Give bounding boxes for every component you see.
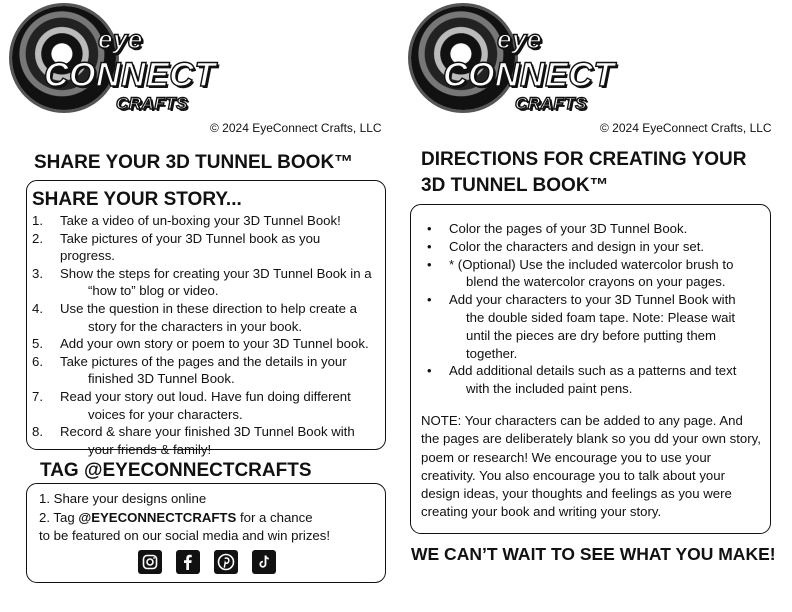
- tag-line-3: to be featured on our social media and win prizes!: [39, 528, 331, 543]
- share-steps-list: [32, 212, 377, 458]
- tiktok-icon[interactable]: [252, 550, 276, 574]
- social-icons: [39, 550, 375, 574]
- list-item: • Add additional details such as a patterns and text with the included paint pens.: [427, 363, 737, 397]
- copyright-right: © 2024 EyeConnect Crafts, LLC: [600, 121, 772, 135]
- tag-heading: TAG @EYECONNECTCRAFTS: [40, 460, 312, 481]
- list-item: 6. Take pictures of the pages and the details in your finished 3D Tunnel Book.: [32, 353, 347, 387]
- facebook-icon[interactable]: [176, 550, 200, 574]
- directions-heading-line2: 3D TUNNEL BOOK™: [421, 175, 609, 196]
- list-item: 8. Record & share your finished 3D Tunnel Book with your friends & family!: [32, 424, 355, 457]
- eyeconnect-logo-right: [411, 6, 615, 116]
- note-paragraph: NOTE: Your characters can be added to any page. And the pages are deliberately blank so you dd your own story, poem or research! We encourage you to use your creativity. You also encourage you to talk about your design ideas, your thoughts and feelings as you were creating your book and writing your story.: [421, 412, 761, 520]
- pinterest-icon[interactable]: [214, 550, 238, 574]
- logo-word-connect: CONNECT: [443, 56, 615, 94]
- list-item: • Add your characters to your 3D Tunnel Book with the double sided foam tape. Note: Please wait until the pieces are dry before putting them together.: [427, 292, 736, 361]
- list-item: • Color the characters and design in your set.: [427, 238, 705, 254]
- logo-word-connect: CONNECT: [44, 56, 216, 94]
- share-story-title: SHARE YOUR STORY...: [32, 189, 242, 210]
- tag-box: [26, 483, 386, 583]
- list-item: • * (Optional) Use the included watercolor brush to blend the watercolor crayons on your pages.: [427, 256, 734, 290]
- logo-word-eye: eye: [98, 24, 143, 54]
- list-item: 2. Take pictures of your 3D Tunnel book as you progress.: [32, 230, 321, 264]
- directions-box: [410, 204, 771, 534]
- logo-word-eye: eye: [497, 24, 542, 54]
- copyright-left: © 2024 EyeConnect Crafts, LLC: [210, 121, 382, 135]
- share-heading: SHARE YOUR 3D TUNNEL BOOK™: [34, 152, 354, 173]
- logo-word-crafts: CRAFTS: [116, 94, 188, 113]
- logo-word-crafts: CRAFTS: [515, 94, 587, 113]
- eyeconnect-logo-left: [12, 6, 216, 116]
- directions-heading: [421, 147, 746, 199]
- list-item: 5. Add your own story or poem to your 3D Tunnel book.: [32, 336, 369, 352]
- directions-heading-line1: DIRECTIONS FOR CREATING YOUR: [421, 149, 747, 170]
- tag-line-2: 2. Tag @EYECONNECTCRAFTS for a chance: [39, 509, 313, 525]
- tag-handle[interactable]: @EYECONNECTCRAFTS: [78, 509, 237, 525]
- tag-line-1: 1. Share your designs online: [39, 491, 207, 506]
- share-story-box: [26, 180, 386, 457]
- instagram-icon[interactable]: [138, 550, 162, 574]
- list-item: • Color the pages of your 3D Tunnel Book.: [427, 221, 688, 236]
- closing-line: WE CAN’T WAIT TO SEE WHAT YOU MAKE!: [411, 544, 776, 564]
- list-item: 4. Use the question in these direction to help create a story for the characters in your book.: [32, 300, 357, 334]
- list-item: 1. Take a video of un-boxing your 3D Tunnel Book!: [32, 213, 341, 228]
- list-item: 7. Read your story out loud. Have fun doing different voices for your characters.: [32, 388, 351, 422]
- list-item: 3. Show the steps for creating your 3D Tunnel Book in a “how to” blog or video.: [32, 265, 372, 299]
- directions-list: [421, 220, 762, 398]
